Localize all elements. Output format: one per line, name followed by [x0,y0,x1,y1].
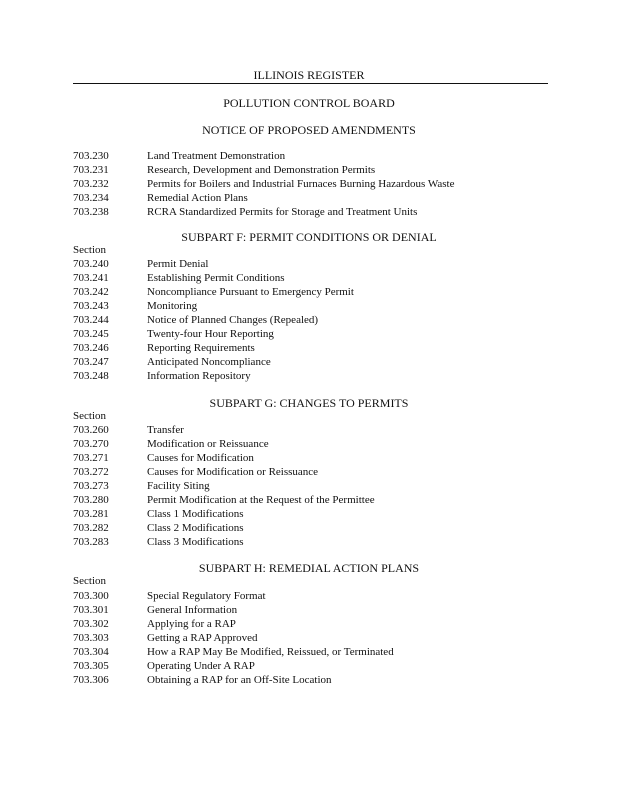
section-row [73,206,417,219]
section-number: 703.303 [73,632,109,644]
section-title: Monitoring [147,300,198,312]
section-title: Reporting Requirements [147,342,255,354]
section-label: Section [73,575,106,587]
section-row [73,494,375,507]
section-title: Permits for Boilers and Industrial Furnaces Burning Hazardous Waste [147,178,455,190]
section-row [73,590,266,603]
subpart-heading: SUBPART H: REMEDIAL ACTION PLANS [198,561,420,575]
section-title: Noncompliance Pursuant to Emergency Permit [147,286,354,298]
section-row [73,342,255,355]
section-number: 703.230 [73,150,109,162]
section-title: Special Regulatory Format [147,590,266,602]
section-number: 703.280 [73,494,109,506]
register-title: ILLINOIS REGISTER [253,68,365,82]
section-row [73,328,274,341]
section-number: 703.243 [73,300,109,312]
section-number: 703.234 [73,192,109,204]
section-number: 703.244 [73,314,109,326]
section-title: Land Treatment Demonstration [147,150,286,162]
header-rule [73,83,548,84]
section-row [73,272,285,285]
section-number: 703.305 [73,660,109,672]
section-row [73,522,244,535]
section-title: Permit Modification at the Request of the Permittee [147,494,375,506]
section-row [73,674,332,687]
section-title: Anticipated Noncompliance [147,356,271,368]
section-number: 703.271 [73,452,109,464]
section-row [73,508,244,521]
section-row [73,480,210,493]
section-title: Research, Development and Demonstration Permits [147,164,376,176]
section-row [73,452,254,465]
section-title: Getting a RAP Approved [147,632,258,644]
section-row [73,286,354,299]
section-number: 703.306 [73,674,109,686]
section-row [73,660,255,673]
section-number: 703.238 [73,206,109,218]
section-row [73,150,285,163]
section-row [73,424,184,437]
section-row [73,466,318,479]
section-row [73,370,251,383]
section-title: Obtaining a RAP for an Off-Site Location [147,674,332,686]
section-number: 703.283 [73,536,109,548]
section-title: How a RAP May Be Modified, Reissued, or Terminated [147,646,394,658]
section-label: Section [73,410,106,422]
section-row [73,314,318,327]
section-title: Class 2 Modifications [147,522,244,534]
section-number: 703.245 [73,328,109,340]
section-title: Transfer [147,424,184,436]
section-title: General Information [147,604,238,616]
section-title: Applying for a RAP [147,618,236,630]
section-row [73,192,248,205]
section-row [73,356,271,369]
section-title: Remedial Action Plans [147,192,248,204]
section-number: 703.270 [73,438,109,450]
notice-title: NOTICE OF PROPOSED AMENDMENTS [202,123,416,137]
section-number: 703.242 [73,286,109,298]
section-title: Facility Siting [147,480,210,492]
section-number: 703.302 [73,618,109,630]
section-number: 703.247 [73,356,109,368]
section-row [73,646,394,659]
section-title: RCRA Standardized Permits for Storage and Treatment Units [147,206,418,218]
section-number: 703.232 [73,178,109,190]
section-row [73,300,197,313]
section-number: 703.300 [73,590,109,602]
section-title: Causes for Modification or Reissuance [147,466,319,478]
section-title: Information Repository [147,370,251,382]
section-title: Class 1 Modifications [147,508,244,520]
section-title: Causes for Modification [147,452,254,464]
section-number: 703.231 [73,164,109,176]
section-title: Class 3 Modifications [147,536,244,548]
section-row [73,604,237,617]
section-title: Establishing Permit Conditions [147,272,285,284]
section-title: Permit Denial [147,258,209,270]
section-title: Modification or Reissuance [147,438,269,450]
section-label: Section [73,244,106,256]
section-row [73,618,236,631]
section-number: 703.301 [73,604,109,616]
section-row [73,438,269,451]
section-row [73,178,454,191]
section-title: Twenty-four Hour Reporting [147,328,274,340]
section-row [73,164,375,177]
section-number: 703.304 [73,646,109,658]
section-row [73,258,208,271]
subpart-heading: SUBPART G: CHANGES TO PERMITS [209,396,409,410]
section-number: 703.260 [73,424,109,436]
board-title: POLLUTION CONTROL BOARD [223,96,395,110]
section-number: 703.241 [73,272,109,284]
section-number: 703.282 [73,522,109,534]
section-row [73,536,244,549]
section-title: Operating Under A RAP [147,660,255,672]
section-number: 703.273 [73,480,109,492]
section-number: 703.248 [73,370,109,382]
section-number: 703.272 [73,466,109,478]
section-number: 703.281 [73,508,109,520]
section-row [73,632,258,645]
section-number: 703.240 [73,258,109,270]
section-title: Notice of Planned Changes (Repealed) [147,314,319,326]
section-number: 703.246 [73,342,109,354]
subpart-heading: SUBPART F: PERMIT CONDITIONS OR DENIAL [181,230,437,244]
